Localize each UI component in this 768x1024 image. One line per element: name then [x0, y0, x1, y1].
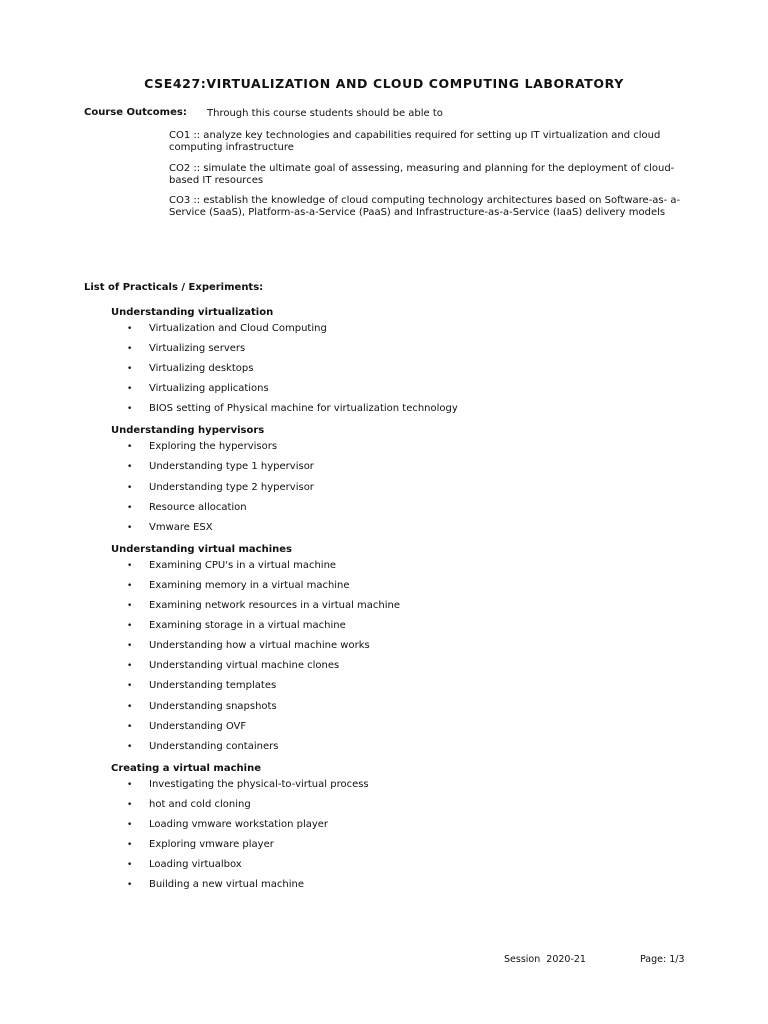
footer-session: Session 2020-21	[504, 954, 586, 965]
bullet-icon: •	[127, 681, 133, 691]
list-item	[127, 403, 458, 414]
practicals-list-heading: List of Practicals / Experiments:	[84, 282, 264, 293]
list-item	[127, 859, 242, 870]
list-item-text: Exploring vmware player	[149, 839, 274, 850]
bullet-icon: •	[127, 442, 133, 452]
document-title: CSE427:VIRTUALIZATION AND CLOUD COMPUTING LABORATORY	[144, 76, 624, 91]
course-outcomes-intro: Through this course students should be able to	[207, 108, 443, 119]
list-item-text: Understanding templates	[149, 680, 277, 691]
bullet-icon: •	[127, 561, 133, 571]
list-item	[127, 522, 213, 533]
bullet-icon: •	[127, 641, 133, 651]
list-item	[127, 363, 253, 374]
list-item-text: Understanding type 1 hypervisor	[149, 461, 314, 472]
list-item-text: Examining storage in a virtual machine	[149, 620, 346, 631]
section-heading-virtualization: Understanding virtualization	[111, 307, 274, 318]
list-item	[127, 701, 277, 712]
list-item-text: Virtualizing applications	[149, 383, 269, 394]
list-item	[127, 441, 277, 452]
list-item-text: Loading vmware workstation player	[149, 819, 329, 830]
bullet-icon: •	[127, 483, 133, 493]
bullet-icon: •	[127, 364, 133, 374]
list-item	[127, 799, 251, 810]
footer-page-number: Page: 1/3	[640, 954, 685, 965]
bullet-icon: •	[127, 860, 133, 870]
bullet-icon: •	[127, 820, 133, 830]
list-item	[127, 383, 269, 394]
bullet-icon: •	[127, 661, 133, 671]
list-item	[127, 640, 370, 651]
list-item-text: BIOS setting of Physical machine for virtualization technology	[149, 403, 458, 414]
list-item-text: Building a new virtual machine	[149, 879, 305, 890]
bullet-icon: •	[127, 722, 133, 732]
bullet-icon: •	[127, 503, 133, 513]
course-outcome-co1: CO1 :: analyze key technologies and capabilities required for setting up IT virtualization and cloud computing infrastructure	[169, 130, 661, 153]
bullet-icon: •	[127, 324, 133, 334]
list-item	[127, 502, 247, 513]
list-item-text: Vmware ESX	[149, 522, 213, 533]
section-heading-virtual-machines: Understanding virtual machines	[111, 544, 292, 555]
list-item-text: Examining network resources in a virtual machine	[149, 600, 401, 611]
list-item	[127, 482, 314, 493]
list-item-text: Understanding OVF	[149, 721, 247, 732]
list-item-text: Investigating the physical-to-virtual process	[149, 779, 369, 790]
bullet-icon: •	[127, 880, 133, 890]
list-item	[127, 580, 350, 591]
list-item-text: Examining CPU's in a virtual machine	[149, 560, 337, 571]
list-item-text: hot and cold cloning	[149, 799, 251, 810]
list-item	[127, 721, 246, 732]
list-item-text: Understanding snapshots	[149, 701, 277, 712]
bullet-icon: •	[127, 601, 133, 611]
list-item	[127, 343, 245, 354]
bullet-icon: •	[127, 344, 133, 354]
list-item	[127, 461, 314, 472]
list-item	[127, 660, 339, 671]
section-heading-hypervisors: Understanding hypervisors	[111, 425, 265, 436]
list-item-text: Exploring the hypervisors	[149, 441, 278, 452]
list-item-text: Understanding virtual machine clones	[149, 660, 340, 671]
list-item-text: Loading virtualbox	[149, 859, 242, 870]
list-item-text: Understanding type 2 hypervisor	[149, 482, 314, 493]
list-item-text: Understanding containers	[149, 741, 279, 752]
course-outcomes-label: Course Outcomes:	[84, 107, 187, 118]
list-item-text: Examining memory in a virtual machine	[149, 580, 350, 591]
list-item-text: Virtualizing desktops	[149, 363, 254, 374]
bullet-icon: •	[127, 800, 133, 810]
bullet-icon: •	[127, 840, 133, 850]
bullet-icon: •	[127, 404, 133, 414]
bullet-icon: •	[127, 384, 133, 394]
list-item-text: Virtualizing servers	[149, 343, 246, 354]
bullet-icon: •	[127, 742, 133, 752]
list-item-text: Understanding how a virtual machine works	[149, 640, 370, 651]
list-item	[127, 600, 400, 611]
list-item	[127, 560, 336, 571]
list-item	[127, 819, 328, 830]
course-outcome-co2: CO2 :: simulate the ultimate goal of assessing, measuring and planning for the deployment of cloud-based IT resources	[169, 163, 675, 186]
list-item	[127, 323, 327, 334]
bullet-icon: •	[127, 621, 133, 631]
bullet-icon: •	[127, 581, 133, 591]
section-heading-creating-vm: Creating a virtual machine	[111, 763, 261, 774]
bullet-icon: •	[127, 780, 133, 790]
bullet-icon: •	[127, 523, 133, 533]
list-item	[127, 741, 278, 752]
bullet-icon: •	[127, 702, 133, 712]
list-item	[127, 779, 369, 790]
bullet-icon: •	[127, 462, 133, 472]
list-item	[127, 620, 346, 631]
list-item	[127, 680, 276, 691]
course-outcome-co3: CO3 :: establish the knowledge of cloud computing technology architectures based on Software-as- a-Service (SaaS), Platform-as-a-Service (PaaS) and Infrastructure-as-a-Service (IaaS) delivery models	[169, 195, 681, 218]
list-item	[127, 839, 274, 850]
list-item-text: Resource allocation	[149, 502, 247, 513]
list-item	[127, 879, 304, 890]
list-item-text: Virtualization and Cloud Computing	[149, 323, 327, 334]
